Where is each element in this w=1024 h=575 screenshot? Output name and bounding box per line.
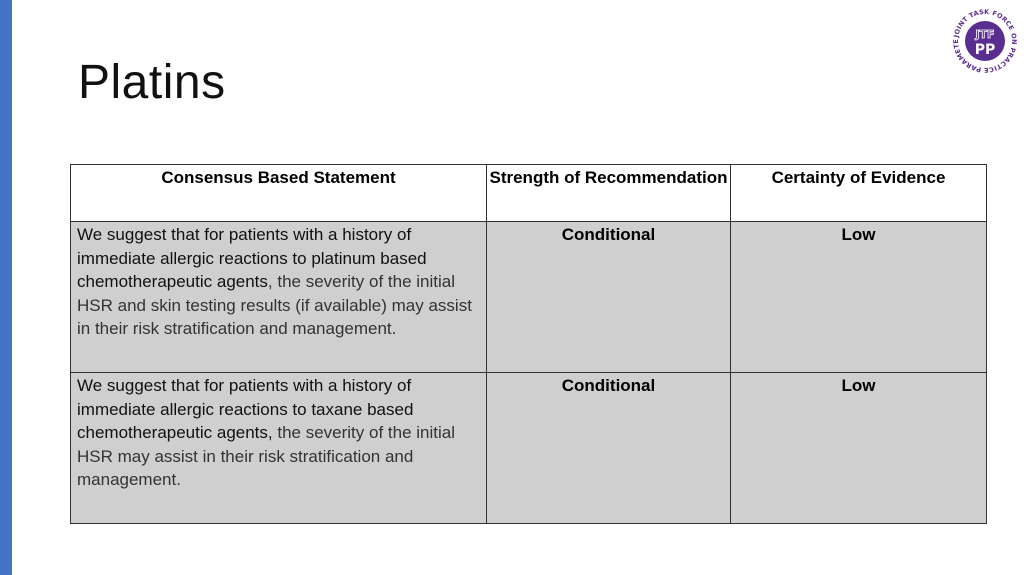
statement-text-main: We suggest that for patients with a history of immediate allergic reactions to taxane based chemotherapeutic agents,: [77, 376, 414, 442]
accent-bar: [0, 0, 12, 575]
header-strength-of-recommendation: Strength of Recommendation: [487, 165, 731, 222]
logo-bottom-text: PP: [974, 42, 996, 58]
certainty-cell: Low: [731, 222, 987, 373]
header-consensus-statement: Consensus Based Statement: [71, 165, 487, 222]
header-certainty-of-evidence: Certainty of Evidence: [731, 165, 987, 222]
statement-text-continued: the severity of the initial HSR may assist in their risk stratification and management.: [77, 423, 455, 489]
strength-cell: Conditional: [487, 373, 731, 524]
table-header-row: [71, 165, 987, 222]
statement-cell: [71, 373, 487, 524]
certainty-cell: Low: [731, 373, 987, 524]
strength-cell: Conditional: [487, 222, 731, 373]
table-row: [71, 222, 987, 373]
recommendations-table: [70, 164, 987, 524]
logo-ring-text: JOINT TASK FORCE ON PRACTICE PARAMETE: [951, 7, 1019, 75]
table-row: [71, 373, 987, 524]
logo-top-text: JTF: [975, 28, 995, 41]
statement-text-continued: , the severity of the initial HSR and skin testing results (if available) may assist in their risk stratification and management.: [77, 272, 472, 338]
statement-cell: [71, 222, 487, 373]
jtfpp-logo: [950, 6, 1020, 76]
statement-text-main: We suggest that for patients with a history of immediate allergic reactions to platinum based chemotherapeutic agents: [77, 225, 427, 291]
slide-title: Platins: [78, 56, 226, 109]
